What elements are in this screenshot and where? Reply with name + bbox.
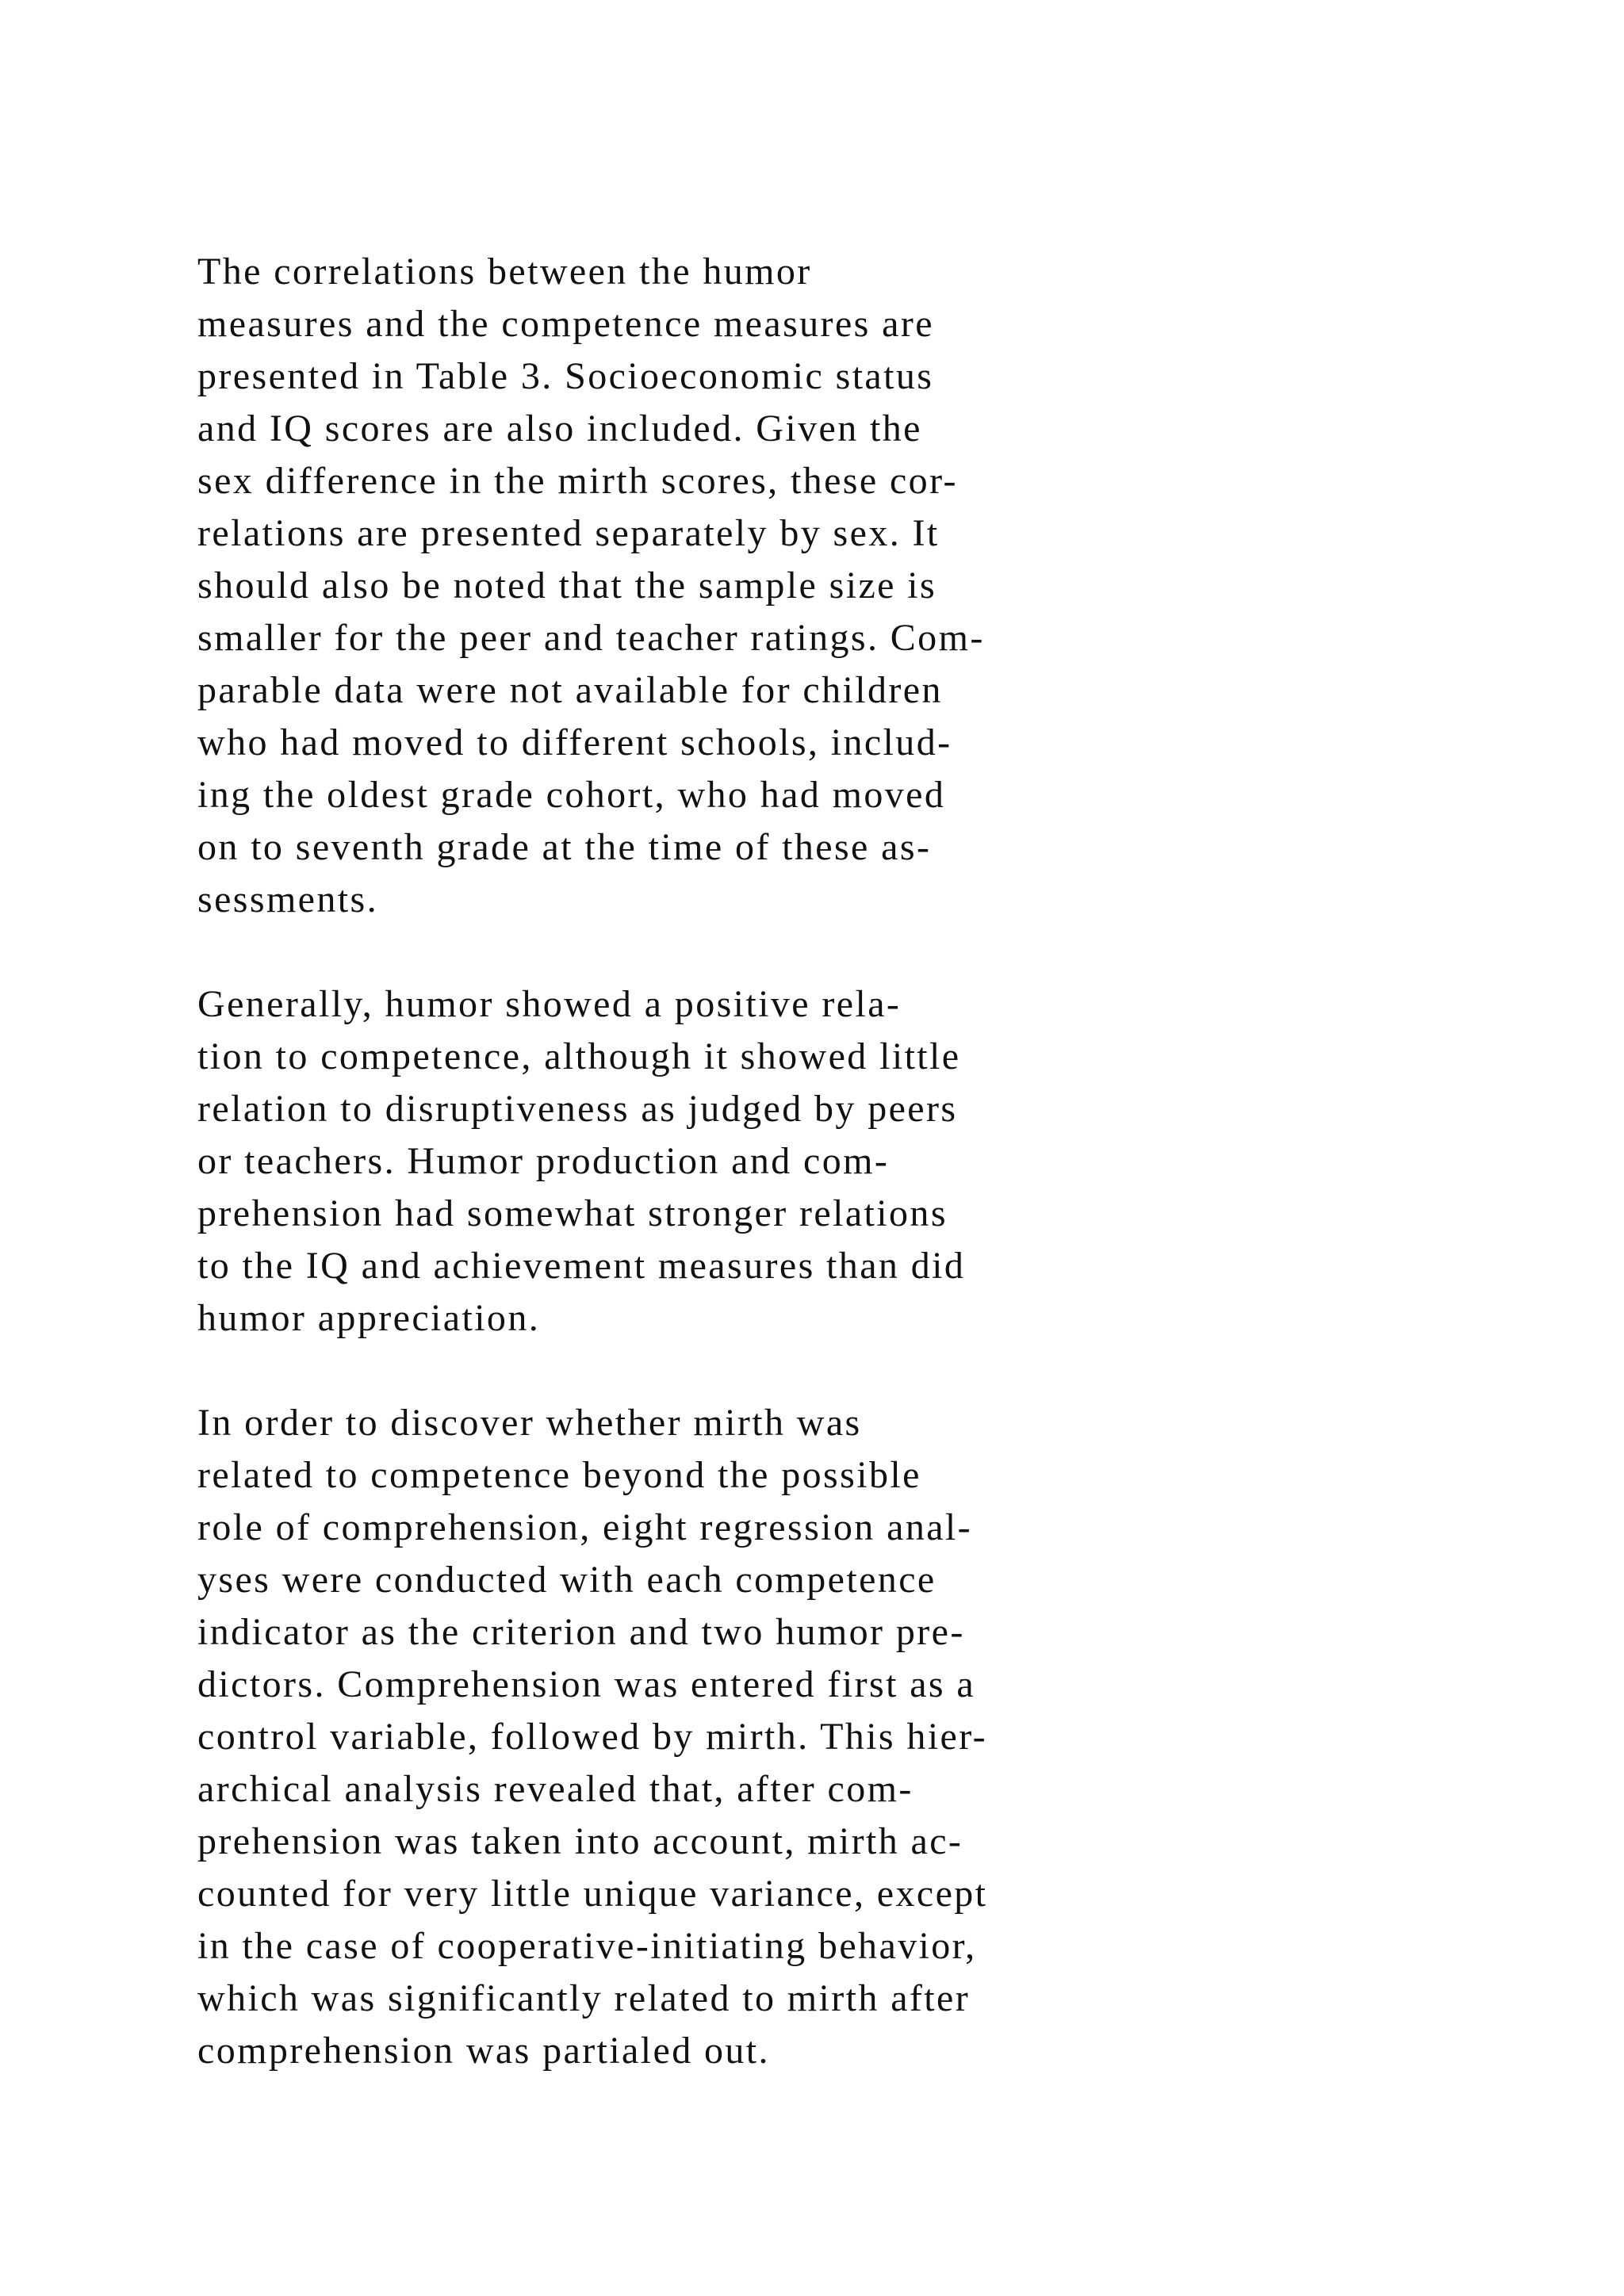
text-line: dictors. Comprehension was entered first as a bbox=[197, 1663, 976, 1705]
body-text bbox=[197, 246, 1149, 2077]
paragraph-1 bbox=[197, 246, 1149, 926]
text-line: relations are presented separately by sex. It bbox=[197, 512, 940, 554]
text-line: comprehension was partialed out. bbox=[197, 2030, 770, 2072]
text-line: should also be noted that the sample size is bbox=[197, 564, 937, 607]
text-line: Generally, humor showed a positive rela- bbox=[197, 983, 902, 1025]
text-line: prehension was taken into account, mirth ac- bbox=[197, 1820, 963, 1862]
text-line: humor appreciation. bbox=[197, 1297, 541, 1339]
text-line: who had moved to different schools, includ- bbox=[197, 721, 952, 763]
text-line: to the IQ and achievement measures than did bbox=[197, 1245, 966, 1287]
paragraph-2 bbox=[197, 978, 1149, 1345]
text-line: related to competence beyond the possible bbox=[197, 1454, 921, 1496]
paragraph-gap bbox=[197, 1345, 1149, 1397]
text-line: yses were conducted with each competence bbox=[197, 1559, 936, 1601]
text-line: indicator as the criterion and two humor pre- bbox=[197, 1611, 965, 1653]
text-line: In order to discover whether mirth was bbox=[197, 1402, 862, 1444]
text-line: sessments. bbox=[197, 878, 378, 920]
text-line: relation to disruptiveness as judged by peers bbox=[197, 1088, 958, 1130]
text-line: in the case of cooperative-initiating behavior, bbox=[197, 1925, 977, 1967]
text-line: counted for very little unique variance, except bbox=[197, 1873, 988, 1915]
text-line: measures and the competence measures are bbox=[197, 303, 934, 345]
text-line: presented in Table 3. Socioeconomic status bbox=[197, 355, 934, 397]
text-line: which was significantly related to mirth after bbox=[197, 1977, 971, 2019]
text-line: role of comprehension, eight regression anal- bbox=[197, 1506, 973, 1548]
text-line: control variable, followed by mirth. This hier- bbox=[197, 1716, 988, 1758]
text-line: and IQ scores are also included. Given the bbox=[197, 408, 922, 450]
text-line: or teachers. Humor production and com- bbox=[197, 1140, 890, 1182]
text-line: sex difference in the mirth scores, these cor- bbox=[197, 460, 958, 502]
text-line: The correlations between the humor bbox=[197, 251, 812, 293]
text-line: tion to competence, although it showed little bbox=[197, 1035, 961, 1077]
text-line: parable data were not available for children bbox=[197, 669, 943, 711]
paragraph-3 bbox=[197, 1397, 1149, 2077]
text-line: on to seventh grade at the time of these as- bbox=[197, 826, 932, 868]
text-line: archical analysis revealed that, after com- bbox=[197, 1768, 914, 1810]
text-line: ing the oldest grade cohort, who had moved bbox=[197, 774, 946, 816]
text-line: prehension had somewhat stronger relations bbox=[197, 1192, 948, 1234]
paragraph-gap bbox=[197, 926, 1149, 978]
text-line: smaller for the peer and teacher ratings. Com- bbox=[197, 617, 985, 659]
